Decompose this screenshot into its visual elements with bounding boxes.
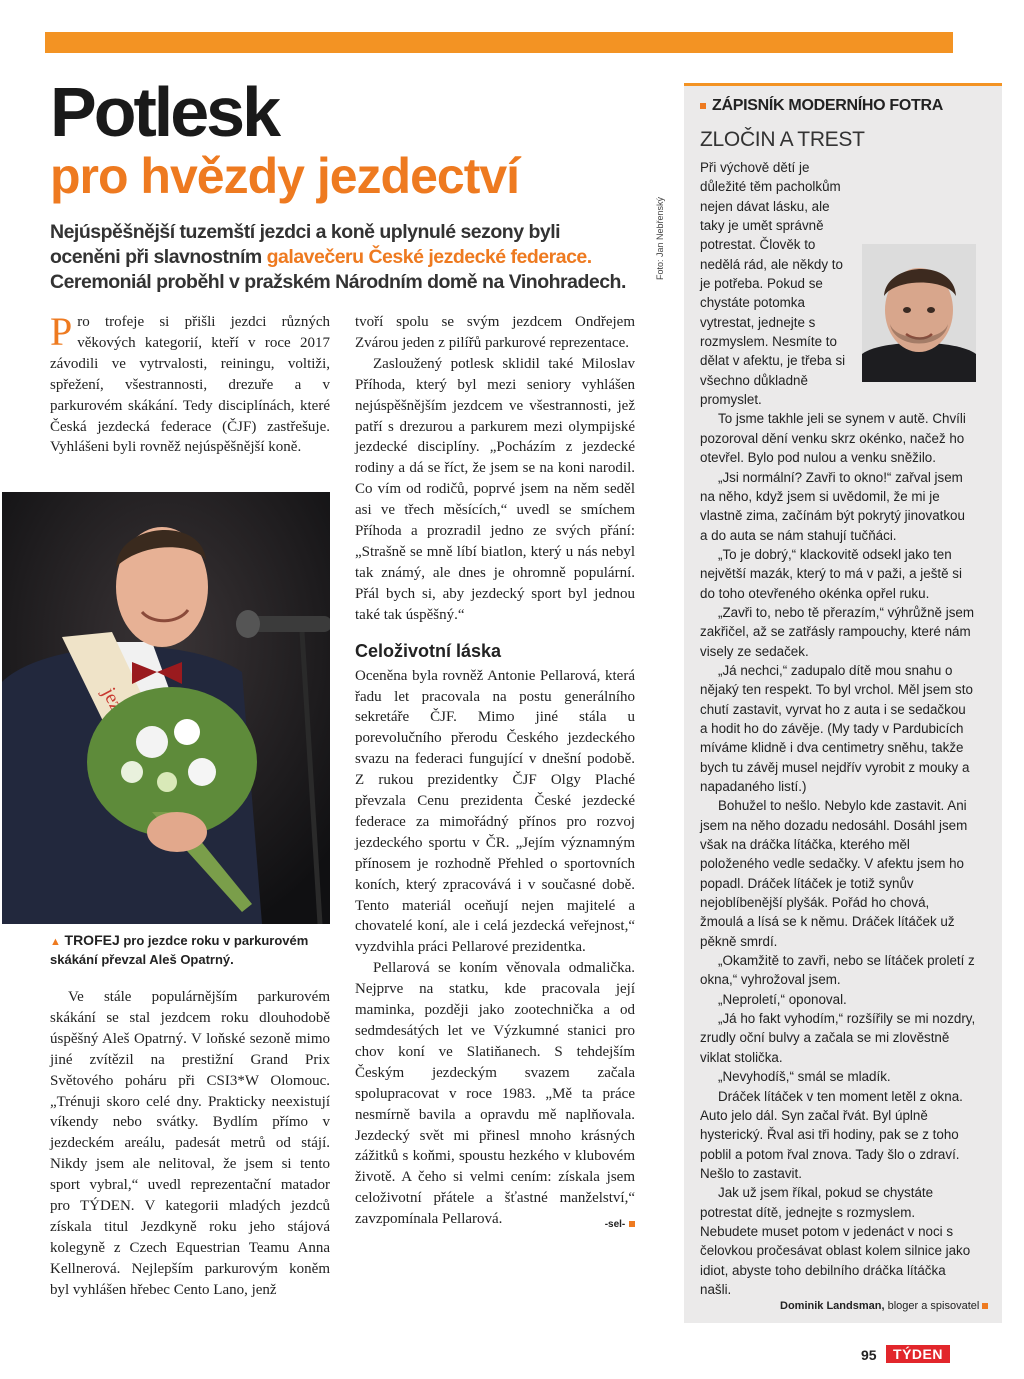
sidebar-accent-line xyxy=(684,83,1002,86)
column-2 xyxy=(355,312,635,1236)
sidebar-paragraph: Dráček lítáček v ten moment letěl z okna. Auto jelo dál. Syn začal řvát. Byl úplně hysterický. Řval asi tři hodiny, pak se z toho poblil a potom řval znova. Tady šlo o zdraví. Nešlo to zastavit. xyxy=(700,1088,963,1181)
drop-cap: P xyxy=(50,309,73,354)
sidebar-signature xyxy=(780,1300,988,1312)
caption-bold: TROFEJ xyxy=(64,932,120,948)
caption-triangle-icon: ▲ xyxy=(50,936,61,948)
sidebar-paragraph: „Okamžitě to zavři, nebo se lítáček proletí z okna,“ vyhrožoval jsem. xyxy=(700,953,975,988)
signature-name: Dominik Landsman, xyxy=(780,1300,885,1312)
author-sign: -sel- xyxy=(604,1219,626,1231)
title-square-icon xyxy=(700,103,706,109)
intro-text: ro trofeje si přišli jezdci různých věkových kategorií, kteří v roce 2017 závodili ve vytrvalosti, reiningu, voltiži, spřežení, všestrannosti, drezuře a v parkurovém skákání. Tedy disciplínách, které Česká jezdecká federace (ČJF) zastřešuje. Vyhlášeni byli rovněž nejúspěšnější koně. xyxy=(50,314,330,456)
headline-subline: pro hvězdy jezdectví xyxy=(50,148,520,204)
author-sign-wrap xyxy=(587,1213,635,1236)
photo-rider-with-bouquet xyxy=(2,492,330,924)
sidebar-paragraph: „Já ho fakt vyhodím,“ rozšířily se mi nozdry, zrudly oční bulvy a začala se mi zlověstně viklat stolička. xyxy=(700,1011,976,1065)
photo-credit xyxy=(655,180,669,280)
photo-caption xyxy=(50,932,335,968)
top-accent-bar xyxy=(45,32,953,53)
sidebar-paragraph: Při výchově dětí je důležité těm pacholkům nejen dávat lásku, ale taky je umět správně potrestat. Člověk to nedělá rád, ale někdy to je potřeba. Pokud se chystáte potomka vytrestat, jednejte s rozmyslem. Nesmíte to dělat v afektu, je třeba si všechno důkladně promyslet. xyxy=(700,160,846,408)
column-1-continued xyxy=(50,987,330,1301)
author-portrait xyxy=(862,244,976,382)
sidebar-title xyxy=(700,97,943,115)
subheading: Celoživotní láska xyxy=(355,640,502,661)
sidebar-text xyxy=(700,158,976,1299)
column-1-intro xyxy=(50,309,330,458)
paragraph-pellarova: Oceněna byla rovněž Antonie Pellarová, která řadu let pracovala na postu generálního sekretáře ČJF. Mimo jiné stála u porevolučního přerodu Českého jezdeckého svazu na federaci fungující v dnešní podobě. Z rukou prezidentky ČJF Olgy Plaché převzala Cenu prezidenta České jezdecké federace za mimořádný přínos pro rozvoj jezdeckého sportu v ČR. „Jejím významným přínosem je rozhodně Přehled o sportovních koních, který zpracovává i v současné době. Tento materiál oceňují nejen majitelé a chovatelé koní, ale i celá jezdecká veřejnost,“ vyzdvihla práci Pellarové prezidentka. xyxy=(355,667,635,956)
lead-text-start: Nejúspěšnější tuzemští jezdci a koně uplynulé sezony byli oceněni při slavnostním xyxy=(50,221,561,268)
signature-role: bloger a spisovatel xyxy=(884,1300,980,1312)
paragraph-opatrny: Ve stále populárnějším parkurovém skákání se stal jezdcem roku dlouhodobě úspěšný Aleš Opatrný. V loňské sezoně mimo jiné zvítězil na prestižní Grand Prix Světového poháru při CSI3*W Olomouc. „Trénuji skoro celé dny. Prakticky neexistují víkendy nebo svátky. Bydlím přímo v jezdeckém areálu, padesát metrů od stájí. Nikdy jsem ale nelitoval, že jsem si tento sport vybral,“ uvedl reprezentační matador pro TÝDEN. V kategorii mladých jezdců získala titul Jezdkyně roku jeho stájová kolegyně z Czech Equestrian Teamu Anna Kellnerová. Nejlepším parkurovým koněm byl vyhlášen hřebec Cento Lano, jenž xyxy=(50,989,330,1298)
sidebar-paragraph: „Zavři to, nebo tě přerazím,“ výhrůžně jsem zakřičel, až se zatřásly rampouchy, které nám visely ze sedaček. xyxy=(700,604,974,659)
sidebar-paragraph: „Neproletí,“ oponoval. xyxy=(718,991,847,1007)
sidebar-subtitle: ZLOČIN A TREST xyxy=(700,128,865,151)
magazine-logo: TÝDEN xyxy=(886,1345,950,1363)
photo-illustration xyxy=(2,492,330,924)
sidebar-title-text: ZÁPISNÍK MODERNÍHO FOTRA xyxy=(712,97,944,114)
lead-text-end: Ceremoniál proběhl v pražském Národním domě na Vinohradech. xyxy=(50,271,626,293)
paragraph-pellarova-career-text: Pellarová se koním věnovala odmalička. Nejprve na statku, kde pracovala její maminka, později jako zootechnička a od sedmdesátých let ve Výzkumné stanici pro chov koní ve Slatiňanech. S tehdejším Českým jezdeckým svazem začala spolupracovat v roce 1983. „Mě ta práce nesmírně bavila a opravdu mě naplňovala. Jezdecký svět mi přinesl mnoho krásných zážitků s koňmi, spoustu hezkého v klubovém životě. A čeho si velmi cením: získala jsem celoživotní přátele a šťastné manželství,“ zavzpomínala Pellarová. xyxy=(355,960,635,1228)
sidebar-paragraph: „Jsi normální? Zavři to okno!“ zařval jsem na něho, když jsem si uvědomil, že mi je vlastně zima, začínám být pokrytý jinovatkou a do auta se nám stahují tučňáci. xyxy=(700,469,965,543)
sidebar-paragraph: „To je dobrý,“ klackovitě odsekl jako ten největší mazák, který to má v paži, a ještě si do toho otevřeného okénka opřel ruku. xyxy=(700,546,962,601)
caption-text: pro jezdce roku v parkurovém skákání převzal Aleš Opatrný. xyxy=(50,933,309,967)
portrait-illustration xyxy=(862,244,976,382)
lead-highlight: galavečeru České jezdecké federace. xyxy=(266,246,592,268)
end-square-icon xyxy=(982,1303,988,1309)
headline: Potlesk xyxy=(50,73,278,151)
sidebar-paragraph: To jsme takhle jeli se synem v autě. Chvíli pozoroval dění venku skrz okénko, načež ho otevřel. Bylo pod nulou a venku sněžilo. xyxy=(700,411,966,466)
sidebar-paragraph: Jak už jsem říkal, pokud se chystáte potrestat dítě, jednejte s rozmyslem. Nebudete muset potom v jedenáct v noci s čelovkou pročesávat oblast kolem silnice jako idiot, abyste toho debilního dráčka lítáčka našli. xyxy=(700,1185,971,1297)
page-number: 95 xyxy=(861,1347,877,1363)
paragraph-prihoda: Zasloužený potlesk sklidil také Miloslav Příhoda, který byl mezi seniory vyhlášen nejúspěšnějším jezdcem ve všestrannosti, jež patří s drezurou a parkurem mezi olympijské jezdecké disciplíny. „Pocházím z jezdecké rodiny a dá se říct, že jsem se na koni narodil. Co vím od rodičů, poprvé jsem na něm seděl asi ve třech měsících,“ uvedl se smíchem Příhoda a prozradil jedno ze svých přání: „Strašně se mně líbí biatlon, který u nás nebyl tak známý, ale dnes je ohromně populární. Přál bych si, aby jezdecký sport byl jednou také tak úspěšný.“ xyxy=(355,355,635,623)
end-square-icon xyxy=(629,1221,635,1227)
photo-credit-text: Foto: Jan Nebřenský xyxy=(655,196,665,280)
sidebar-paragraph: Bohužel to nešlo. Nebylo kde zastavit. Ani jsem na něho dozadu nedosáhl. Dosáhl jsem však na dráčka lítáčka, kterého měl položeného vedle sedačky. V afektu jsem ho popadl. Dráček lítáček je totiž synův nejoblíbenější plyšák. Pořád ho chová, žmoulá a lísá se k němu. Dráček lítáček už pěkně smrdí. xyxy=(700,798,968,949)
intro-paragraph xyxy=(50,309,330,458)
paragraph-pellarova-career xyxy=(355,958,635,1230)
sidebar-paragraph: „Já nechci,“ zadupalo dítě mou snahu o nějaký ten respekt. To byl vrchol. Měl jsem sto chutí zastavit, vyrvat ho z auta i se sedačkou a hodit ho do závěje. (My tady v Pardubicích míváme klidně i dva centimetry sněhu, takže bych tu závěj musel nejdřív vyrobit z mouky a napadaného listí.) xyxy=(700,662,973,794)
paragraph-continuation: tvoří spolu se svým jezdcem Ondřejem Zvárou jeden z pilířů parkurové reprezentace. xyxy=(355,314,635,351)
sidebar-paragraph: „Nevyhodíš,“ smál se mladík. xyxy=(718,1069,891,1085)
lead-paragraph xyxy=(50,220,635,295)
